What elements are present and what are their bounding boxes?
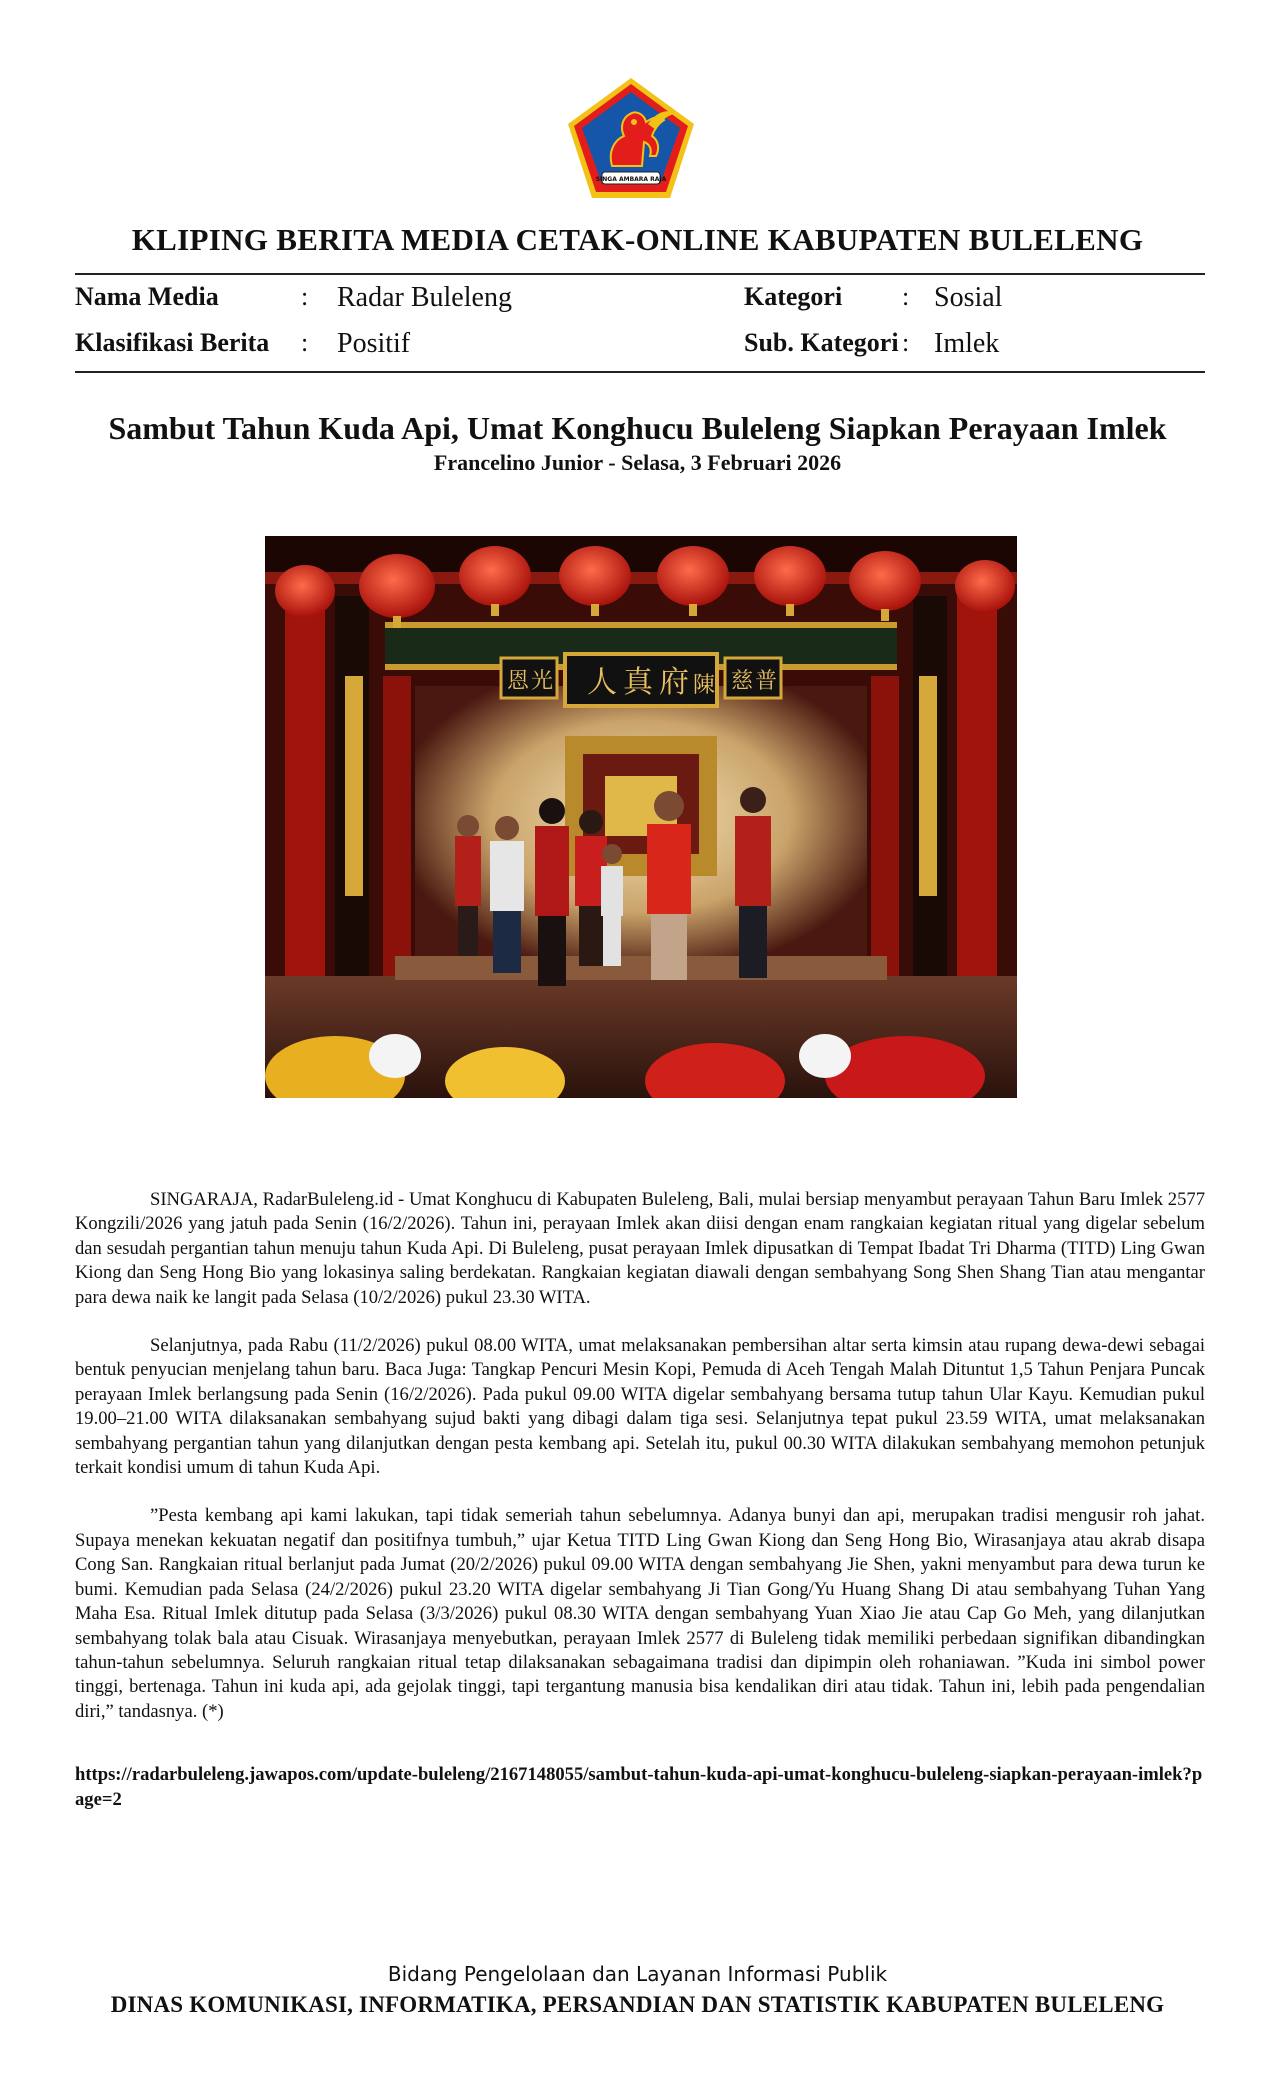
lion-crest-icon: [564, 74, 698, 202]
nama-media-value: Radar Buleleng: [337, 282, 512, 313]
svg-text:真: 真: [623, 665, 653, 700]
header-rule-top: [75, 273, 1205, 275]
klasifikasi-value: Positif: [337, 328, 411, 359]
colon: :: [902, 282, 910, 311]
kategori-label: Kategori: [744, 282, 843, 311]
article-paragraph: Selanjutnya, pada Rabu (11/2/2026) pukul 08.00 WITA, umat melaksanakan pembersihan altar serta kimsin atau rupang dewa-dewi sebagai bentuk penyucian menjelang tahun baru. Baca Juga: Tangkap Pencuri Mesin Kopi, Pemuda di Aceh Tengah Malah Dituntut 1,5 Tahun Penjara Puncak perayaan Imlek berlangsung pada Senin (16/2/2026). Pada pukul 09.00 WITA digelar sembahyang bersama tutup tahun Ular Kayu. Kemudian pukul 19.00–21.00 WITA dilaksanakan sembahyang sujud bakti yang dibagi dalam tiga sesi. Selanjutnya tepat pukul 23.59 WITA, umat melaksanakan sembahyang pergantian tahun yang dilanjutkan dengan pesta kembang api. Setelah itu, pukul 00.30 WITA dilakukan sembahyang memohon petunjuk terkait kondisi umum di tahun Kuda Api.: [75, 1335, 1205, 1479]
article-photo: [265, 536, 1017, 1098]
crest-logo: [564, 74, 698, 202]
klasifikasi-label: Klasifikasi Berita: [75, 328, 270, 357]
colon: :: [301, 328, 309, 357]
svg-text:陳: 陳: [693, 673, 716, 698]
svg-text:光: 光: [531, 669, 554, 694]
header-rule-bottom: [75, 371, 1205, 373]
footer-agency: DINAS KOMUNIKASI, INFORMATIKA, PERSANDIAN DAN STATISTIK KABUPATEN BULELENG: [110, 1992, 1165, 2017]
colon: :: [902, 328, 910, 357]
article-body: [75, 1188, 1205, 1748]
svg-text:恩: 恩: [507, 669, 530, 694]
svg-text:慈: 慈: [731, 669, 754, 694]
footer-department: Bidang Pengelolaan dan Layanan Informasi Publik: [387, 1962, 888, 1986]
document-title: KLIPING BERITA MEDIA CETAK-ONLINE KABUPATEN BULELENG: [131, 222, 1144, 257]
temple-photo-illustration: [265, 536, 1017, 1098]
article-headline: Sambut Tahun Kuda Api, Umat Konghucu Buleleng Siapkan Perayaan Imlek: [108, 410, 1167, 446]
svg-text:普: 普: [755, 669, 778, 694]
article-paragraph: ”Pesta kembang api kami lakukan, tapi tidak semeriah tahun sebelumnya. Adanya bunyi dan api, merupakan tradisi mengusir roh jahat. Supaya menekan kekuatan negatif dan positifnya tumbuh,” ujar Ketua TITD Ling Gwan Kiong dan Seng Hong Bio, Wirasanjaya atau akrab disapa Cong San. Rangkaian ritual berlanjut pada Jumat (20/2/2026) pukul 09.00 WITA dengan sembahyang Jie Shen, yakni menyambut para dewa turun ke bumi. Kemudian pada Selasa (24/2/2026) pukul 23.20 WITA digelar sembahyang Ji Tian Gong/Yu Huang Shang Di atau sembahyang Tuhan Yang Maha Esa. Ritual Imlek ditutup pada Selasa (3/3/2026) pukul 08.30 WITA dengan sembahyang Yuan Xiao Jie atau Cap Go Meh, yang dilanjutkan sembahyang tolak bala atau Cisuak. Wirasanjaya menyebutkan, perayaan Imlek 2577 di Buleleng tidak memiliki perbedaan signifikan dibandingkan tahun-tahun sebelumnya. Seluruh rangkaian ritual tetap dilaksanakan sebagaimana tradisi dan dipimpin oleh rohaniawan. ”Kuda ini simbol power tinggi, bertenaga. Tahun ini kuda api, ada gejolak tinggi, tapi tergantung manusia bisa kendalikan diri atau tidak. Tahun ini, lebih pada pengendalian diri,” tandasnya. (*): [75, 1505, 1205, 1722]
sub-kategori-label: Sub. Kategori: [744, 328, 899, 357]
article-paragraph: SINGARAJA, RadarBuleleng.id - Umat Konghucu di Kabupaten Buleleng, Bali, mulai bersiap menyambut perayaan Tahun Baru Imlek 2577 Kongzili/2026 yang jatuh pada Senin (16/2/2026). Tahun ini, perayaan Imlek akan diisi dengan enam rangkaian kegiatan ritual yang digelar sebelum dan sesudah pergantian tahun menuju tahun Kuda Api. Di Buleleng, pusat perayaan Imlek dipusatkan di Tempat Ibadat Tri Dharma (TITD) Ling Gwan Kiong dan Seng Hong Bio yang lokasinya saling berdekatan. Rangkaian kegiatan diawali dengan sembahyang Song Shen Shang Tian atau mengantar para dewa naik ke langit pada Selasa (10/2/2026) pukul 23.30 WITA.: [75, 1189, 1205, 1308]
sub-kategori-value: Imlek: [934, 328, 1000, 359]
svg-text:府: 府: [659, 665, 689, 700]
article-byline: Francelino Junior - Selasa, 3 Februari 2026: [433, 450, 842, 475]
svg-text:SINGA AMBARA RAJA: SINGA AMBARA RAJA: [595, 176, 667, 183]
svg-text:人: 人: [587, 665, 617, 700]
source-url-link[interactable]: https://radarbuleleng.jawapos.com/update-buleleng/2167148055/sambut-tahun-kuda-api-umat-konghucu-buleleng-siapkan-perayaan-imlek?page=2: [75, 1764, 1203, 1810]
kategori-value: Sosial: [934, 282, 1003, 313]
colon: :: [301, 282, 309, 311]
nama-media-label: Nama Media: [75, 282, 219, 311]
